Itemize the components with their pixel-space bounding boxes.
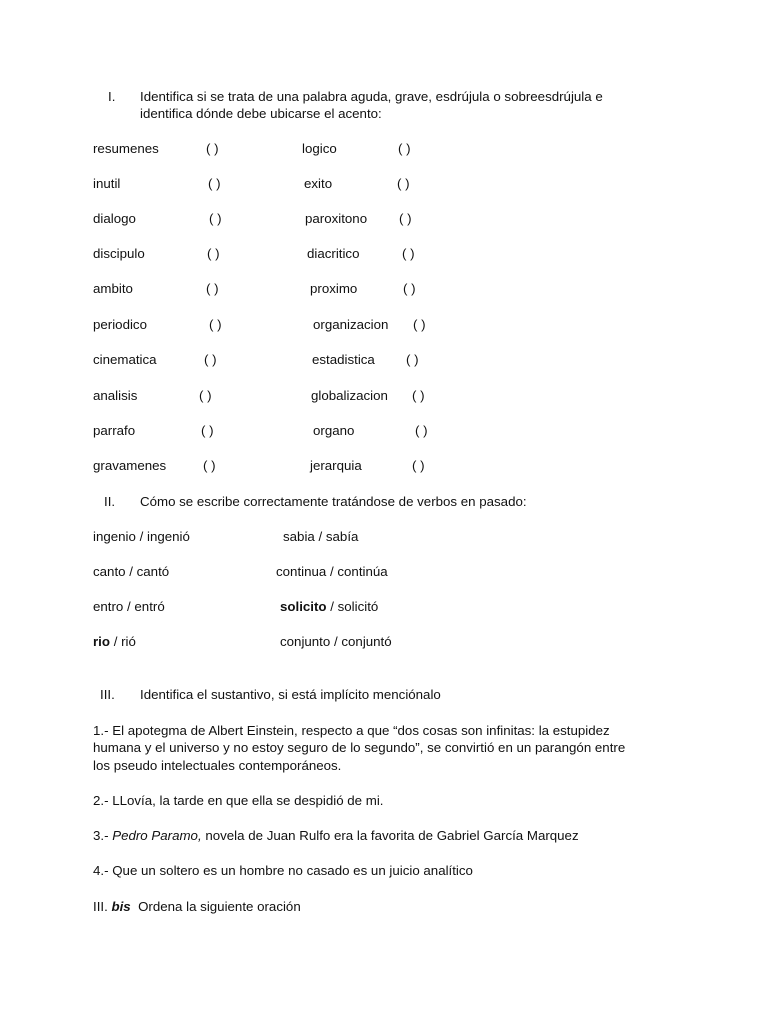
item3: 3.- Pedro Paramo, novela de Juan Rulfo era la favorita de Gabriel García Marquez	[93, 828, 579, 843]
item2: 2.- LLovía, la tarde en que ella se despidió de mi.	[93, 793, 384, 808]
verb-pair-right: sabia / sabía	[283, 529, 359, 544]
answer-blank: ( )	[402, 246, 415, 261]
answer-blank: ( )	[203, 458, 216, 473]
verb-pair-left: entro / entró	[93, 599, 165, 614]
answer-blank: ( )	[399, 211, 412, 226]
verb-pair-left: ingenio / ingenió	[93, 529, 190, 544]
answer-blank: ( )	[415, 423, 428, 438]
word-left: analisis	[93, 388, 138, 403]
word-right: estadistica	[312, 352, 375, 367]
word-left: resumenes	[93, 141, 159, 156]
verb-pair-right: solicito / solicitó	[280, 599, 379, 614]
section3-numeral: III.	[100, 687, 115, 702]
word-left: dialogo	[93, 211, 136, 226]
answer-blank: ( )	[413, 317, 426, 332]
verb-pair-left: canto / cantó	[93, 564, 170, 579]
word-right: jerarquia	[310, 458, 362, 473]
word-left: discipulo	[93, 246, 145, 261]
word-left: ambito	[93, 281, 133, 296]
word-right: globalizacion	[311, 388, 388, 403]
word-right: logico	[302, 141, 337, 156]
verb-pair-right: continua / continúa	[276, 564, 388, 579]
word-left: cinematica	[93, 352, 157, 367]
word-right: diacritico	[307, 246, 360, 261]
section3bis-heading: III. bis Ordena la siguiente oración	[93, 899, 301, 914]
answer-blank: ( )	[412, 388, 425, 403]
section2-instruction: Cómo se escribe correctamente tratándose de verbos en pasado:	[140, 494, 527, 509]
word-right: paroxitono	[305, 211, 368, 226]
item1-line3: los pseudo intelectuales contemporáneos.	[93, 758, 342, 773]
word-left: parrafo	[93, 423, 136, 438]
section1-instruction-line2: identifica dónde debe ubicarse el acento:	[140, 106, 382, 121]
verb-pair-right: conjunto / conjuntó	[280, 634, 392, 649]
answer-blank: ( )	[204, 352, 217, 367]
word-right: exito	[304, 176, 333, 191]
item1-line1: 1.- El apotegma de Albert Einstein, respecto a que “dos cosas son infinitas: la estupidez	[93, 723, 610, 738]
word-right: organizacion	[313, 317, 389, 332]
answer-blank: ( )	[209, 211, 222, 226]
verb-pair-left: rio / rió	[93, 634, 136, 649]
section1-instruction-line1: Identifica si se trata de una palabra aguda, grave, esdrújula o sobreesdrújula e	[140, 89, 603, 104]
answer-blank: ( )	[207, 246, 220, 261]
answer-blank: ( )	[206, 281, 219, 296]
answer-blank: ( )	[398, 141, 411, 156]
word-left: inutil	[93, 176, 121, 191]
answer-blank: ( )	[206, 141, 219, 156]
word-right: organo	[313, 423, 355, 438]
section2-numeral: II.	[104, 494, 116, 509]
section3-instruction: Identifica el sustantivo, si está implícito menciónalo	[140, 687, 441, 702]
word-left: gravamenes	[93, 458, 167, 473]
word-right: proximo	[310, 281, 358, 296]
answer-blank: ( )	[208, 176, 221, 191]
answer-blank: ( )	[209, 317, 222, 332]
item1-line2: humana y el universo y no estoy seguro de lo segundo”, se convirtió en un parangón entre	[93, 740, 626, 755]
word-left: periodico	[93, 317, 147, 332]
section1-numeral: I.	[108, 89, 116, 104]
answer-blank: ( )	[412, 458, 425, 473]
answer-blank: ( )	[201, 423, 214, 438]
answer-blank: ( )	[406, 352, 419, 367]
answer-blank: ( )	[199, 388, 212, 403]
answer-blank: ( )	[403, 281, 416, 296]
item4: 4.- Que un soltero es un hombre no casado es un juicio analítico	[93, 863, 473, 878]
answer-blank: ( )	[397, 176, 410, 191]
